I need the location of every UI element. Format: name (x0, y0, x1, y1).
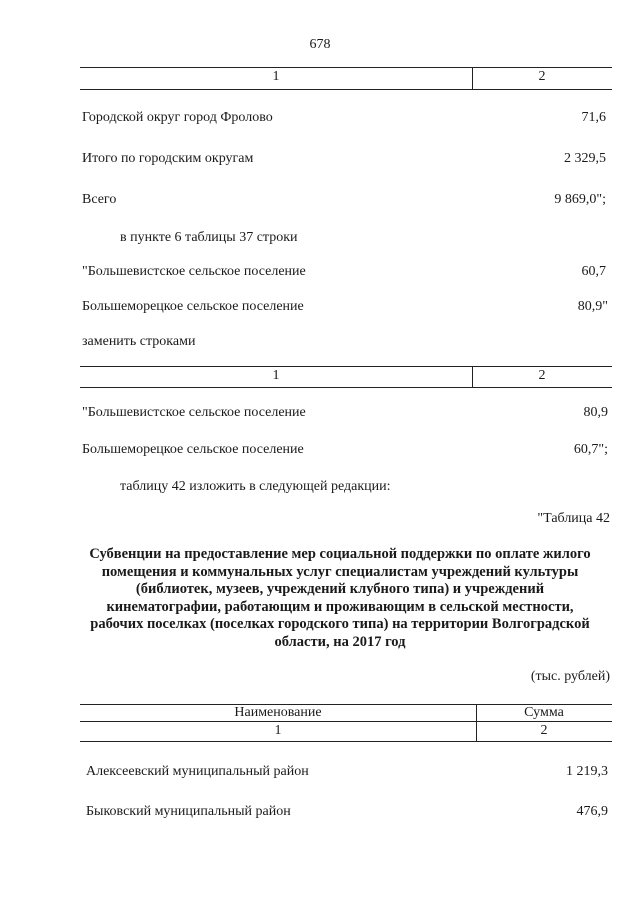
units-label: (тыс. рублей) (530, 669, 610, 684)
title-line: области, на 2017 год (274, 633, 406, 650)
table-a-top-border (80, 67, 612, 68)
table-a-header-col2: 2 (538, 69, 546, 84)
title-line: (библиотек, музеев, учреждений клубного типа) и учреждений (135, 581, 545, 597)
instruction-paragraph-2: таблицу 42 изложить в следующей редакции: (120, 479, 391, 494)
title-line: Субвенции на предоставление мер социальной поддержки по оплате жилого (89, 546, 591, 562)
table-c-header-bottom-border (80, 741, 612, 742)
table-row-name: Большеморецкое сельское поселение (82, 442, 304, 457)
table-row-name: "Большевистское сельское поселение (82, 405, 306, 420)
table-b-header-bottom-border (80, 387, 612, 388)
replace-text: заменить строками (82, 334, 196, 349)
table-row-name: Городской округ город Фролово (82, 110, 273, 125)
table-b-header-col1: 1 (272, 368, 280, 383)
list-item-name: "Большевистское сельское поселение (82, 264, 306, 279)
page-number: 678 (309, 37, 331, 52)
table-row-value: 476,9 (576, 804, 608, 819)
table-row-name: Итого по городским округам (82, 151, 254, 166)
table-b-top-border (80, 366, 612, 367)
instruction-paragraph-1: в пункте 6 таблицы 37 строки (120, 230, 298, 245)
table-a-header-bottom-border (80, 89, 612, 90)
list-item-value: 60,7 (581, 264, 606, 279)
table-row-name: Алексеевский муниципальный район (86, 764, 309, 779)
list-item-name: Большеморецкое сельское поселение (82, 299, 304, 314)
list-item-value: 80,9" (577, 299, 608, 314)
title-line: кинематографии, работающим и проживающим в сельской местности, (106, 598, 574, 615)
table-c-header-mid-border (80, 721, 612, 722)
table-row-name: Всего (82, 192, 117, 207)
table-b-header-col2: 2 (538, 368, 546, 383)
title-line: помещения и коммунальных услуг специалистам учреждений культуры (101, 563, 579, 580)
table-row-value: 2 329,5 (564, 151, 606, 166)
table-row-value: 60,7"; (573, 442, 608, 457)
table-label: "Таблица 42 (537, 511, 610, 526)
table-a-header-col1: 1 (272, 69, 280, 84)
table-c-header-num1: 1 (274, 723, 282, 738)
table-row-value: 80,9 (583, 405, 608, 420)
table-row-value: 71,6 (581, 110, 606, 125)
table-row-name: Быковский муниципальный район (86, 804, 291, 819)
table-c-header-sum: Сумма (524, 705, 564, 720)
table-row-value: 1 219,3 (566, 764, 608, 779)
title-line: рабочих поселках (поселках городского типа) на территории Волгоградской (90, 616, 590, 632)
table-c-header-num2: 2 (540, 723, 548, 738)
table-c-header-name: Наименование (234, 705, 322, 720)
table-row-value: 9 869,0"; (554, 192, 606, 207)
